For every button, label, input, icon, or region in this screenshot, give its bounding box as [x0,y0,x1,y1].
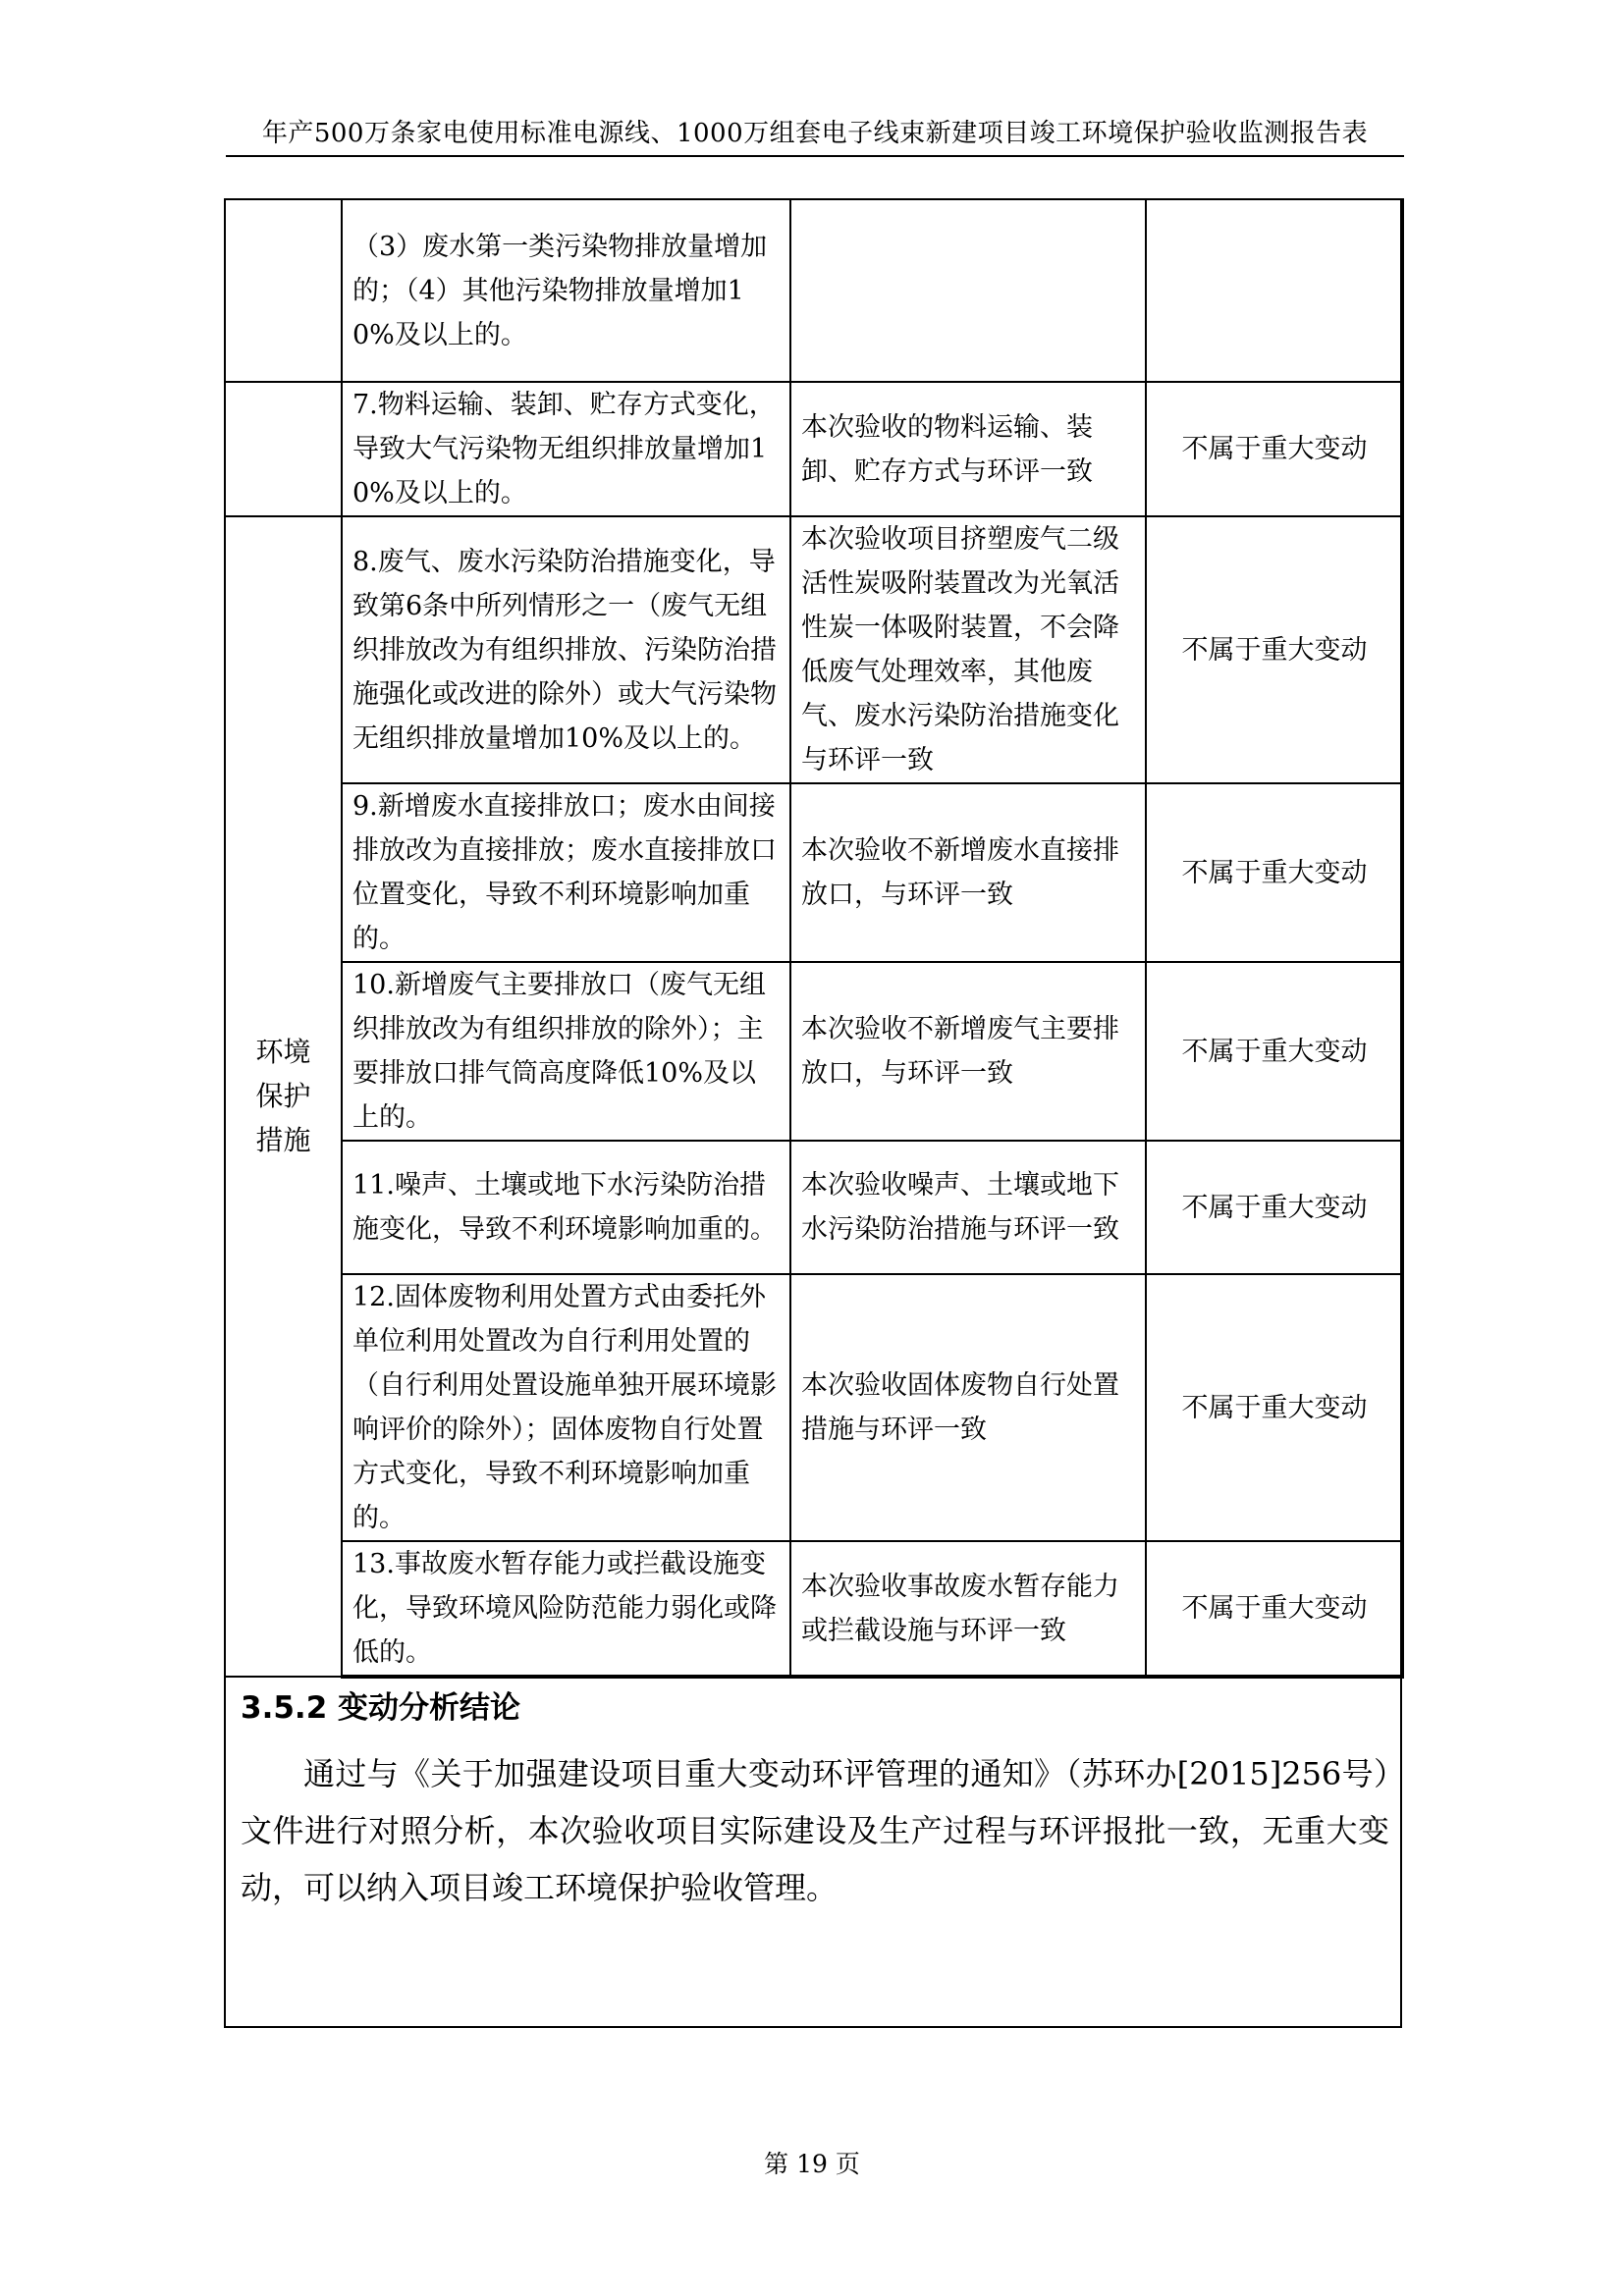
item-cell: 13.事故废水暂存能力或拦截设施变化，导致环境风险防范能力弱化或降低的。 [342,1541,790,1677]
result-cell: 不属于重大变动 [1146,962,1403,1141]
section-heading: 3.5.2 变动分析结论 [241,1690,521,1726]
actual-cell [790,199,1146,382]
page-number: 第 19 页 [764,2150,860,2178]
result-cell: 不属于重大变动 [1146,1274,1403,1541]
actual-cell: 本次验收不新增废气主要排放口，与环评一致 [790,962,1146,1141]
category-cell [225,516,342,1677]
item-cell: 7.物料运输、装卸、贮存方式变化，导致大气污染物无组织排放量增加10%及以上的。 [342,382,790,516]
category-cell-top [225,382,342,516]
category-cell-top [225,199,342,382]
result-cell: 不属于重大变动 [1146,783,1403,962]
page-header-title: 年产500万条家电使用标准电源线、1000万组套电子线束新建项目竣工环境保护验收监测报告表 [261,119,1369,148]
table-row [225,1541,1403,1677]
table-row [225,962,1403,1141]
result-cell: 不属于重大变动 [1146,382,1403,516]
item-cell: 11.噪声、土壤或地下水污染防治措施变化，导致不利环境影响加重的。 [342,1141,790,1274]
result-cell: 不属于重大变动 [1146,1141,1403,1274]
result-cell: 不属于重大变动 [1146,1541,1403,1677]
conclusion-paragraph: 通过与《关于加强建设项目重大变动环评管理的通知》（苏环办[2015]256号）文件进行对照分析，本次验收项目实际建设及生产过程与环评报批一致，无重大变动，可以纳入项目竣工环境保护验收管理。 [241,1755,1389,1906]
result-cell: 不属于重大变动 [1146,516,1403,783]
header-rule [226,155,1404,157]
result-cell [1146,199,1403,382]
table-row [225,199,1403,382]
actual-cell: 本次验收事故废水暂存能力或拦截设施与环评一致 [790,1541,1146,1677]
item-cell: （3）废水第一类污染物排放量增加的；（4）其他污染物排放量增加10%及以上的。 [342,199,790,382]
item-cell: 10.新增废气主要排放口（废气无组织排放改为有组织排放的除外）；主要排放口排气筒高度降低10%及以上的。 [342,962,790,1141]
item-cell: 12.固体废物利用处置方式由委托外单位利用处置改为自行利用处置的（自行利用处置设施单独开展环境影响评价的除外）；固体废物自行处置方式变化，导致不利环境影响加重的。 [342,1274,790,1541]
table-row [225,783,1403,962]
category-label: 环境保护措施 [255,1036,311,1156]
change-analysis-table [224,198,1404,1679]
table-row [225,516,1403,783]
actual-cell: 本次验收项目挤塑废气二级活性炭吸附装置改为光氧活性炭一体吸附装置，不会降低废气处理效率，其他废气、废水污染防治措施变化与环评一致 [790,516,1146,783]
table-row [225,1274,1403,1541]
table-row [225,382,1403,516]
actual-cell: 本次验收不新增废水直接排放口，与环评一致 [790,783,1146,962]
actual-cell: 本次验收噪声、土壤或地下水污染防治措施与环评一致 [790,1141,1146,1274]
actual-cell: 本次验收的物料运输、装卸、贮存方式与环评一致 [790,382,1146,516]
item-cell: 8.废气、废水污染防治措施变化，导致第6条中所列情形之一（废气无组织排放改为有组织排放、污染防治措施强化或改进的除外）或大气污染物无组织排放量增加10%及以上的。 [342,516,790,783]
item-cell: 9.新增废水直接排放口；废水由间接排放改为直接排放；废水直接排放口位置变化，导致不利环境影响加重的。 [342,783,790,962]
actual-cell: 本次验收固体废物自行处置措施与环评一致 [790,1274,1146,1541]
table-row [225,1141,1403,1274]
